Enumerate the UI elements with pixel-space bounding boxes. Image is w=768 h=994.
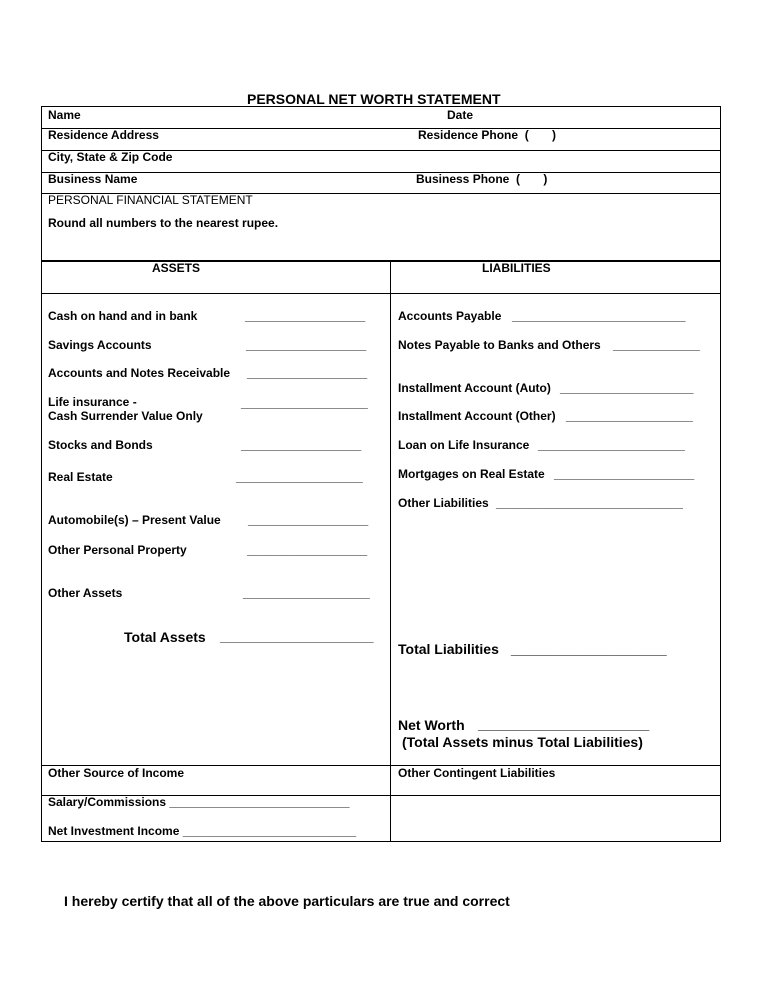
divider	[41, 172, 720, 173]
asset-label: Stocks and Bonds	[48, 438, 153, 452]
asset-label: Real Estate	[48, 470, 113, 484]
net-investment-income-field: Net Investment Income __________________________	[48, 824, 357, 838]
net-worth-line: ______________________	[478, 716, 650, 732]
liabilities-heading: LIABILITIES	[482, 261, 551, 275]
liability-line: ______________________	[538, 438, 685, 452]
divider	[41, 293, 720, 294]
financial-heading: PERSONAL FINANCIAL STATEMENT	[48, 193, 253, 207]
liability-label: Accounts Payable	[398, 309, 502, 323]
asset-label: Automobile(s) – Present Value	[48, 513, 221, 527]
asset-label: Cash Surrender Value Only	[48, 409, 203, 423]
asset-line: __________________	[247, 543, 368, 557]
asset-label: Life insurance -	[48, 395, 137, 409]
asset-label: Other Assets	[48, 586, 123, 600]
liability-label: Notes Payable to Banks and Others	[398, 338, 601, 352]
asset-label: Other Personal Property	[48, 543, 187, 557]
total-liabilities-line: ____________________	[511, 641, 667, 657]
asset-line: __________________	[245, 309, 366, 323]
total-assets-label: Total Assets	[124, 629, 206, 645]
asset-line: __________________	[241, 438, 362, 452]
liability-line: _____________	[613, 338, 700, 352]
liability-line: _____________________	[554, 467, 695, 481]
net-worth-note: (Total Assets minus Total Liabilities)	[402, 734, 643, 750]
liability-line: ____________________	[560, 381, 694, 395]
liability-line: ____________________________	[496, 496, 683, 510]
asset-line: __________________	[247, 366, 368, 380]
asset-line: ___________________	[236, 470, 363, 484]
asset-line: ___________________	[241, 396, 368, 410]
liability-label: Mortgages on Real Estate	[398, 467, 545, 481]
assets-heading: ASSETS	[152, 261, 201, 275]
net-worth-label: Net Worth	[398, 717, 465, 733]
business-phone-label: Business Phone ( )	[416, 172, 548, 186]
asset-line: ___________________	[243, 586, 370, 600]
liability-label: Other Liabilities	[398, 496, 489, 510]
liability-label: Loan on Life Insurance	[398, 438, 530, 452]
salary-commissions-field: Salary/Commissions ___________________________	[48, 795, 350, 809]
liability-label: Installment Account (Other)	[398, 409, 556, 423]
liability-line: ___________________	[566, 409, 693, 423]
date-label: Date	[447, 108, 474, 122]
asset-line: __________________	[246, 338, 367, 352]
total-liabilities-label: Total Liabilities	[398, 641, 499, 657]
liability-label: Installment Account (Auto)	[398, 381, 551, 395]
total-assets-line: _______________________	[220, 630, 374, 644]
residence-phone-label: Residence Phone ( )	[418, 128, 557, 142]
column-divider	[390, 260, 391, 841]
residence-address-label: Residence Address	[48, 128, 159, 142]
business-name-label: Business Name	[48, 172, 138, 186]
asset-line: __________________	[248, 513, 369, 527]
certification-statement: I hereby certify that all of the above particulars are true and correct	[64, 893, 510, 909]
asset-label: Savings Accounts	[48, 338, 152, 352]
name-label: Name	[48, 108, 81, 122]
city-state-zip-label: City, State & Zip Code	[48, 150, 173, 164]
financial-note: Round all numbers to the nearest rupee.	[48, 216, 279, 230]
other-income-heading: Other Source of Income	[48, 766, 185, 780]
asset-label: Accounts and Notes Receivable	[48, 366, 231, 380]
asset-label: Cash on hand and in bank	[48, 309, 198, 323]
liability-line: __________________________	[512, 309, 686, 323]
contingent-liabilities-heading: Other Contingent Liabilities	[398, 766, 556, 780]
page-title: PERSONAL NET WORTH STATEMENT	[247, 91, 501, 107]
